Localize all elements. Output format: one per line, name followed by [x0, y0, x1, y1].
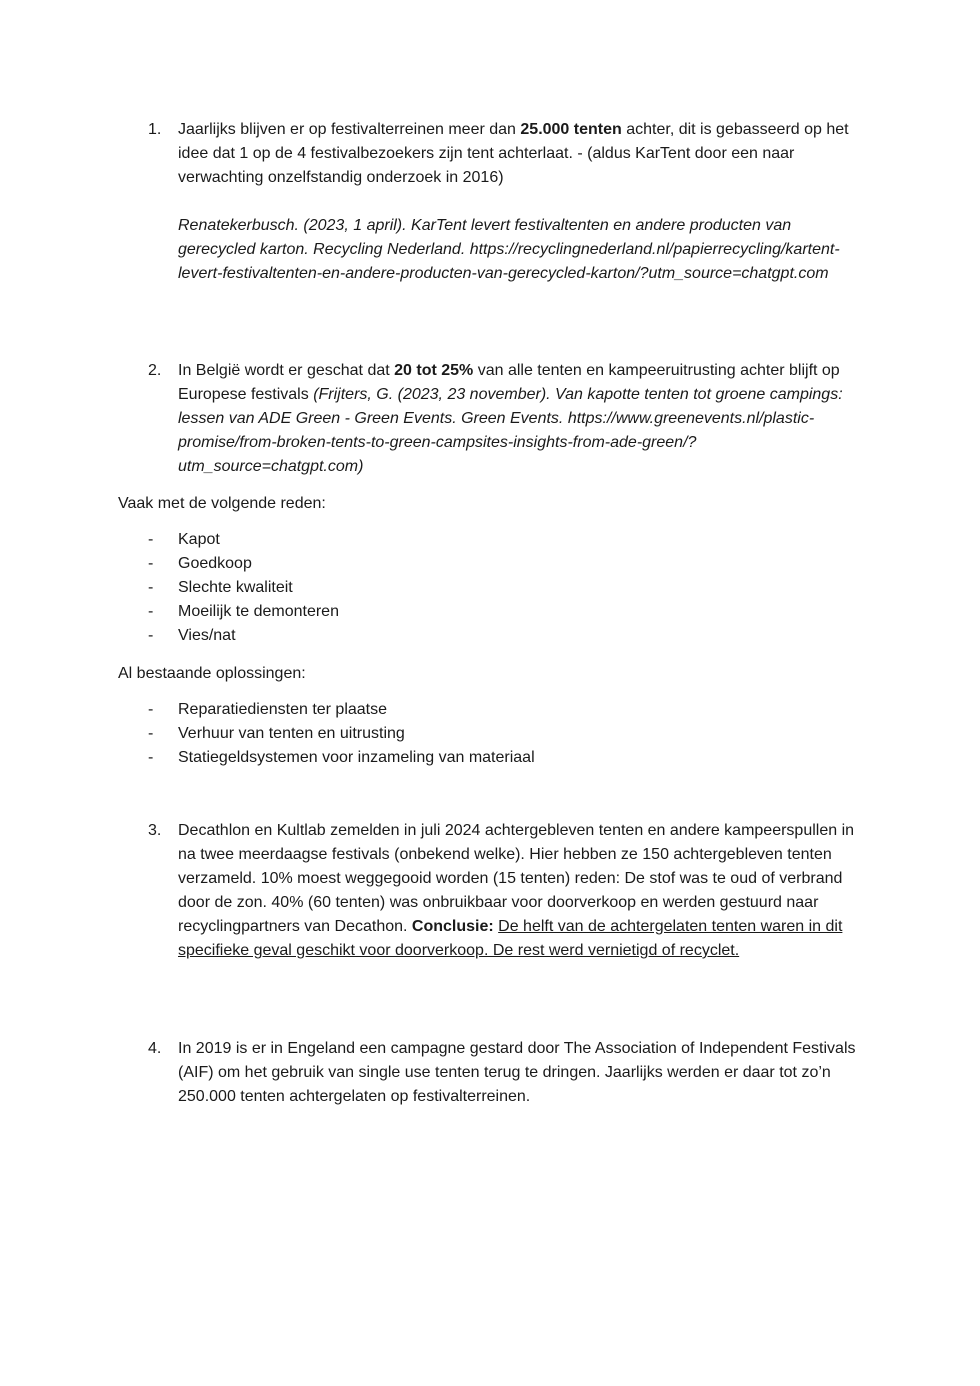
- list-item-4: [148, 1037, 868, 1109]
- list-item: - Kapot: [148, 531, 220, 548]
- emphasis: 25.000 tenten: [520, 121, 622, 138]
- item-number: 1.: [148, 121, 162, 138]
- solutions-list: [148, 698, 535, 770]
- citation: (Frijters, G. (2023, 23 november). Van kapotte tenten tot groene campings: lessen van ADE Green - Green Events. Green Events. https://www.greenevents.nl/plastic-promise/from-broken-tents-to-green-campsites-insights-from-ade-green/?utm_source=chatgpt.com): [178, 386, 843, 475]
- item-1-text: Jaarlijks blijven er op festivalterreinen meer dan 25.000 tenten achter, dit is gebasseerd op het idee dat 1 op de 4 festivalbezoekers zijn tent achterlaat. - (aldus KarTent door een naar verwachting onzelfstandig onderzoek in 2016): [178, 121, 849, 186]
- reasons-list: [148, 528, 339, 648]
- conclusion-label: Conclusie:: [411, 918, 494, 935]
- list-item-2: [148, 359, 868, 479]
- item-number: 2.: [148, 362, 162, 379]
- item-2-text: In België wordt er geschat dat 20 tot 25% van alle tenten en kampeeruitrusting achter blijft op Europese festivals (Frijters, G. (2023, 23 november). Van kapotte tenten tot groene campings: lessen van ADE Green - Green Events. Green Events. https://www.greenevents.nl/plastic-promise/from-broken-tents-to-green-campsites-insights-from-ade-green/?utm_source=chatgpt.com): [178, 362, 843, 475]
- list-item-3: [148, 819, 868, 963]
- item-3-text: Decathlon en Kultlab zemelden in juli 2024 achtergebleven tenten en andere kampeerspullen in na twee meerdaagse festivals (onbekend welke). Hier hebben ze 150 achtergebleven tenten verzameld. 10% moest weggegooid worden (15 tenten) reden: De stof was te oud of verbrand door de zon. 40% (60 tenten) was onbruikbaar voor doorverkoop en werden gestuurd naar recyclingpartners van Decathon. Conclusie: De helft van de achtergelaten tenten waren in dit specifieke geval geschikt voor doorverkoop. De rest werd vernietigd of recyclet.: [178, 822, 855, 959]
- list-item: - Statiegeldsystemen voor inzameling van materiaal: [148, 749, 535, 766]
- list-item: - Vies/nat: [148, 627, 236, 644]
- list-item: - Slechte kwaliteit: [148, 579, 293, 596]
- conclusion-text: De helft van de achtergelaten tenten waren in dit specifieke geval geschikt voor doorverkoop. De rest werd vernietigd of recyclet.: [178, 918, 843, 959]
- item-number: 3.: [148, 822, 162, 839]
- list-item: - Verhuur van tenten en uitrusting: [148, 725, 405, 742]
- list-item: - Goedkoop: [148, 555, 252, 572]
- item-4-text: In 2019 is er in Engeland een campagne gestard door The Association of Independent Festivals (AIF) om het gebruik van single use tenten terug te dringen. Jaarlijks werden er daar tot zo’n 250.000 tenten achtergelaten op festivalterreinen.: [178, 1040, 856, 1105]
- reasons-heading: Vaak met de volgende reden:: [118, 495, 326, 512]
- list-item: - Moeilijk te demonteren: [148, 603, 339, 620]
- citation: Renatekerbusch. (2023, 1 april). KarTent levert festivaltenten en andere producten van gerecycled karton. Recycling Nederland. https://recyclingnederland.nl/papierrecycling/kartent-levert-festivaltenten-en-andere-producten-van-gerecycled-karton/?utm_source=chatgpt.com: [178, 217, 840, 282]
- solutions-heading: Al bestaande oplossingen:: [118, 665, 306, 682]
- item-number: 4.: [148, 1040, 162, 1057]
- list-item: - Reparatiediensten ter plaatse: [148, 701, 388, 718]
- emphasis: 20 tot 25%: [394, 362, 474, 379]
- list-item-1: [148, 118, 868, 286]
